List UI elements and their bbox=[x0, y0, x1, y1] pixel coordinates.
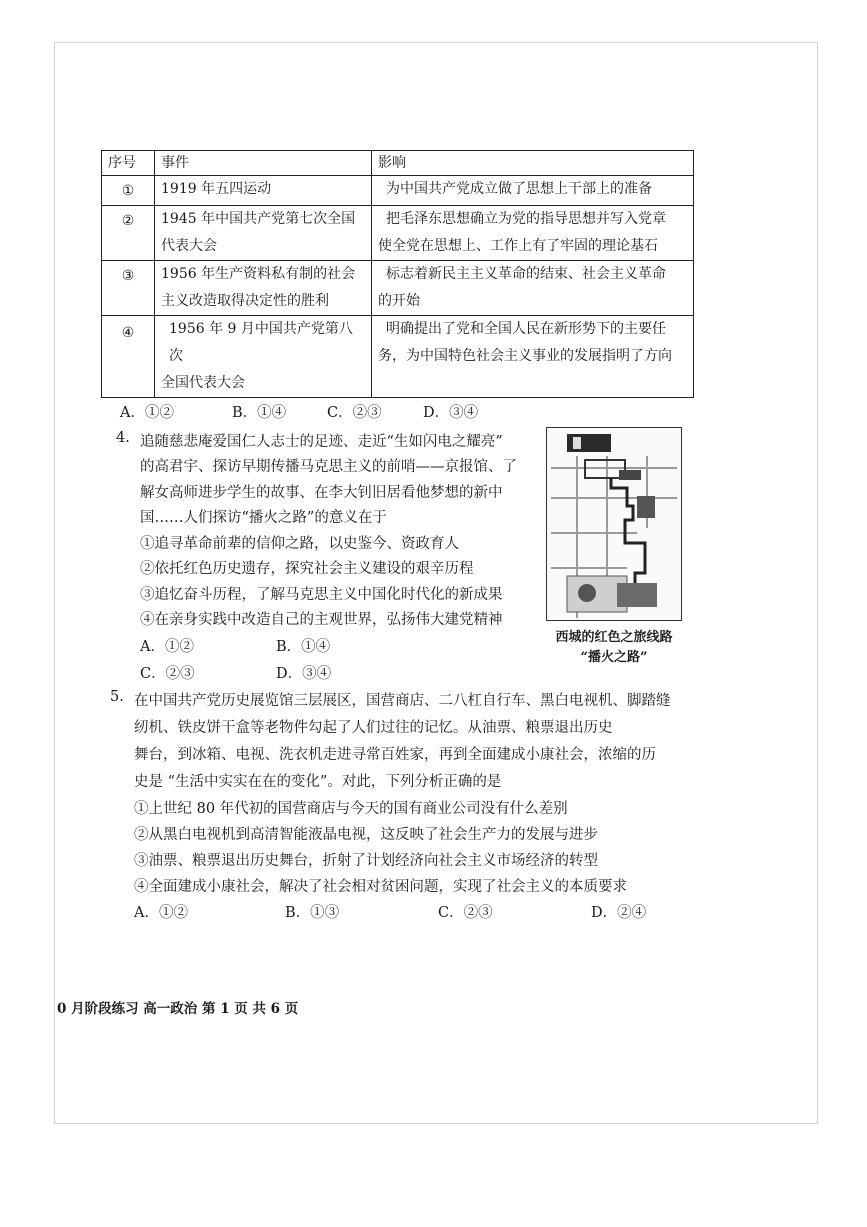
q4-number: 4. bbox=[116, 430, 130, 446]
row-impact bbox=[372, 206, 694, 261]
impact-line: 把毛泽东思想确立为党的指导思想并写入党章 bbox=[386, 211, 666, 227]
q4-item: ①追寻革命前辈的信仰之路，以史鉴今、资政育人 bbox=[140, 536, 459, 552]
row-event bbox=[155, 316, 372, 398]
q5-stem-line: 在中国共产党历史展览馆三层展区，国营商店、二八杠自行车、黑白电视机、脚踏缝 bbox=[134, 693, 671, 709]
route-map-drawing bbox=[547, 428, 681, 620]
header-impact: 影响 bbox=[372, 151, 694, 176]
q3-option-a: A．①② bbox=[120, 405, 174, 421]
q4-option-b: B．①④ bbox=[276, 639, 331, 655]
q4-stem-line: 的高君宇、探访早期传播马克思主义的前哨——京报馆、了 bbox=[140, 459, 517, 475]
q5-number: 5. bbox=[110, 689, 124, 705]
q4-stem-line: 追随慈悲庵爱国仁人志士的足迹、走近“生如闪电之耀亮” bbox=[140, 434, 503, 450]
row-number: ③ bbox=[102, 261, 155, 316]
row-event bbox=[155, 176, 372, 206]
table-row bbox=[102, 176, 694, 206]
q5-option-c: C．②③ bbox=[438, 905, 493, 921]
q5-item: ④全面建成小康社会，解决了社会相对贫困问题，实现了社会主义的本质要求 bbox=[134, 879, 627, 895]
row-number: ④ bbox=[102, 316, 155, 398]
event-line: 代表大会 bbox=[161, 238, 217, 254]
q4-stem-line: 国……人们探访“播火之路”的意义在于 bbox=[140, 510, 387, 526]
q3-option-d: D．③④ bbox=[423, 405, 479, 421]
event-line: 1956 年生产资料私有制的社会 bbox=[161, 266, 356, 282]
map-caption bbox=[530, 628, 698, 668]
table-header-row bbox=[102, 151, 694, 176]
map-caption-line: “播火之路” bbox=[580, 650, 648, 665]
q3-option-c: C．②③ bbox=[327, 405, 382, 421]
event-line: 主义改造取得决定性的胜利 bbox=[161, 293, 329, 309]
q5-option-b: B．①③ bbox=[285, 905, 340, 921]
q3-option-b: B．①④ bbox=[232, 405, 287, 421]
event-line: 1956 年 9 月中国共产党第八次 bbox=[169, 321, 353, 364]
row-event bbox=[155, 206, 372, 261]
row-event bbox=[155, 261, 372, 316]
q5-stem-line: 纫机、铁皮饼干盒等老物件勾起了人们过往的记忆。从油票、粮票退出历史 bbox=[134, 720, 613, 736]
q5-option-a: A．①② bbox=[134, 905, 188, 921]
impact-line: 为中国共产党成立做了思想上干部上的准备 bbox=[386, 181, 652, 197]
q4-stem-line: 解女高师进步学生的故事、在李大钊旧居看他梦想的新中 bbox=[140, 485, 503, 501]
header-seq: 序号 bbox=[102, 151, 155, 176]
q4-option-c: C．②③ bbox=[140, 666, 195, 682]
impact-line: 标志着新民主主义革命的结束、社会主义革命 bbox=[386, 266, 666, 282]
impact-line: 使全党在思想上、工作上有了牢固的理论基石 bbox=[378, 238, 658, 254]
q4-item: ③追忆奋斗历程，了解马克思主义中国化时代化的新成果 bbox=[140, 587, 503, 603]
impact-line: 的开始 bbox=[378, 293, 420, 309]
table-row bbox=[102, 206, 694, 261]
row-impact bbox=[372, 261, 694, 316]
q5-stem-line: 舞台，到冰箱、电视、洗衣机走进寻常百姓家，再到全面建成小康社会，浓缩的历 bbox=[134, 747, 656, 763]
q4-option-d: D．③④ bbox=[276, 666, 332, 682]
event-line: 1945 年中国共产党第七次全国 bbox=[161, 211, 356, 227]
row-number: ② bbox=[102, 206, 155, 261]
q5-item: ③油票、粮票退出历史舞台，折射了计划经济向社会主义市场经济的转型 bbox=[134, 853, 598, 869]
event-line: 1919 年五四运动 bbox=[161, 181, 272, 197]
q4-option-a: A．①② bbox=[140, 639, 194, 655]
row-impact bbox=[372, 176, 694, 206]
header-event: 事件 bbox=[155, 151, 372, 176]
impact-line: 明确提出了党和全国人民在新形势下的主要任 bbox=[386, 321, 666, 337]
q5-item: ①上世纪 80 年代初的国营商店与今天的国有商业公司没有什么差别 bbox=[134, 801, 568, 817]
impact-line: 务，为中国特色社会主义事业的发展指明了方向 bbox=[378, 348, 672, 364]
q4-item: ④在亲身实践中改造自己的主观世界，弘扬伟大建党精神 bbox=[140, 612, 503, 628]
q5-item: ②从黑白电视机到高清智能液晶电视，这反映了社会生产力的发展与进步 bbox=[134, 827, 598, 843]
page-footer: 0 月阶段练习 高一政治 第 1 页 共 6 页 bbox=[57, 1001, 299, 1017]
route-map-image bbox=[546, 427, 682, 621]
map-caption-line: 西城的红色之旅线路 bbox=[555, 630, 673, 645]
q5-option-d: D．②④ bbox=[591, 905, 647, 921]
q4-item: ②依托红色历史遗存，探究社会主义建设的艰辛历程 bbox=[140, 561, 474, 577]
table-row bbox=[102, 316, 694, 398]
table-row bbox=[102, 261, 694, 316]
row-number: ① bbox=[102, 176, 155, 206]
events-table bbox=[101, 150, 694, 398]
row-impact bbox=[372, 316, 694, 398]
event-line: 全国代表大会 bbox=[161, 375, 245, 391]
q5-stem-line: 史是 “生活中实实在在的变化”。对此，下列分析正确的是 bbox=[134, 774, 502, 790]
